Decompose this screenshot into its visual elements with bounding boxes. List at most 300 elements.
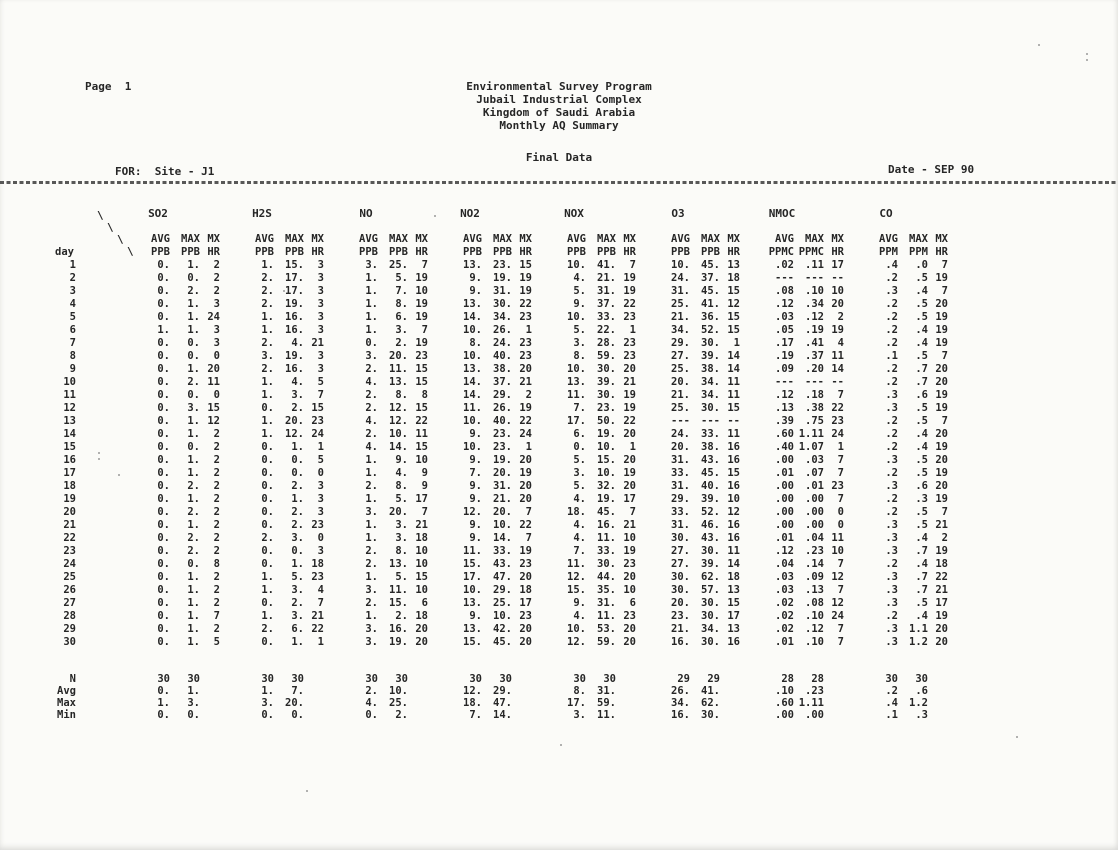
value-cell: 6. [395, 311, 408, 323]
value-cell: .04 [775, 558, 794, 570]
value-cell: 21. [597, 272, 616, 284]
unit-cell: PPB [493, 246, 512, 258]
value-cell: .5 [915, 597, 928, 609]
value-cell: 0. [157, 545, 170, 557]
value-cell: 1. [261, 610, 274, 622]
value-cell: .4 [915, 558, 928, 570]
value-cell: 1 [317, 441, 324, 453]
value-cell: 23 [519, 350, 532, 362]
value-cell: 21 [623, 376, 636, 388]
summary-value-cell: .60 [775, 697, 794, 709]
spacer-cell [78, 389, 118, 402]
value-cell: .2 [885, 272, 898, 284]
value-cell: 1 [525, 324, 532, 336]
value-cell: 5 [317, 454, 324, 466]
value-cell: 9. [469, 428, 482, 440]
value-cell: 3. [573, 467, 586, 479]
day-cell: 25 [63, 571, 76, 583]
value-cell: 23 [311, 571, 324, 583]
value-cell: 1. [261, 584, 274, 596]
value-cell: 5. [291, 571, 304, 583]
value-cell: .2 [885, 311, 898, 323]
value-cell: .00 [805, 506, 824, 518]
value-cell: 4. [573, 519, 586, 531]
unit-cell: HR [935, 246, 948, 258]
value-cell: 7 [837, 623, 844, 635]
summary-value-cell: 0. [365, 709, 378, 721]
summary-value-cell: .6 [915, 685, 928, 697]
value-cell: 18 [727, 272, 740, 284]
value-cell: 15 [207, 402, 220, 414]
value-cell: 23 [623, 350, 636, 362]
table-row [52, 467, 950, 480]
value-cell: 30. [701, 636, 720, 648]
value-cell: 20 [935, 636, 948, 648]
value-cell: 20 [935, 623, 948, 635]
value-cell: .3 [885, 597, 898, 609]
value-cell: 2. [365, 389, 378, 401]
value-cell: .01 [775, 636, 794, 648]
value-cell: 24. [671, 272, 690, 284]
day-cell: 10 [63, 376, 76, 388]
value-cell: 37. [493, 376, 512, 388]
value-cell: 1. [187, 311, 200, 323]
value-cell: 45. [493, 636, 512, 648]
value-cell: 13. [389, 558, 408, 570]
summary-value-cell: 30. [701, 709, 720, 721]
value-cell: 4. [573, 610, 586, 622]
value-cell: 23 [831, 480, 844, 492]
value-cell: 2. [261, 623, 274, 635]
value-cell: 12 [831, 571, 844, 583]
value-cell: 30. [701, 402, 720, 414]
value-cell: .23 [805, 545, 824, 557]
value-cell: 29. [493, 584, 512, 596]
value-cell: 1 [317, 636, 324, 648]
value-cell: 31. [597, 597, 616, 609]
value-cell: 10 [415, 584, 428, 596]
value-cell: 23 [519, 610, 532, 622]
value-cell: 13. [463, 298, 482, 310]
spacer-cell [78, 545, 118, 558]
summary-value-cell [514, 673, 534, 685]
value-cell: 10 [415, 454, 428, 466]
value-cell: .2 [885, 298, 898, 310]
value-cell: .3 [885, 545, 898, 557]
value-cell: 17 [831, 259, 844, 271]
value-cell: 8. [395, 389, 408, 401]
summary-row [52, 673, 950, 685]
value-cell: 20. [671, 597, 690, 609]
value-cell: 14 [727, 558, 740, 570]
spacer-cell [78, 467, 118, 480]
value-cell: 5. [395, 493, 408, 505]
spacer-cell [78, 709, 118, 721]
value-cell: 0. [291, 545, 304, 557]
value-cell: 11. [597, 532, 616, 544]
column-group-header-o3: O3 [671, 207, 685, 220]
value-cell: 15 [727, 597, 740, 609]
value-cell: 0. [157, 519, 170, 531]
value-cell: 2 [213, 506, 220, 518]
value-cell: .01 [805, 480, 824, 492]
table-row [52, 610, 950, 623]
value-cell: 1. [365, 311, 378, 323]
value-cell: 0. [157, 337, 170, 349]
value-cell: 1. [291, 493, 304, 505]
value-cell: 4. [573, 272, 586, 284]
value-cell: 40. [493, 415, 512, 427]
value-cell: 0. [365, 337, 378, 349]
value-cell: .08 [775, 285, 794, 297]
summary-value-cell: 3. [573, 709, 586, 721]
value-cell: 2 [213, 480, 220, 492]
value-cell: 32. [597, 480, 616, 492]
value-cell: 30. [597, 363, 616, 375]
value-cell: 0. [157, 363, 170, 375]
subheader-cell: MAX [805, 233, 824, 245]
value-cell: 3 [317, 272, 324, 284]
column-group-header-no: NO [359, 207, 373, 220]
column-group-header-no2: NO2 [460, 207, 480, 220]
value-cell: .7 [915, 363, 928, 375]
value-cell: 2 [213, 597, 220, 609]
value-cell: 31. [671, 285, 690, 297]
value-cell: --- [701, 415, 720, 427]
value-cell: 1. [187, 428, 200, 440]
value-cell: 23. [493, 441, 512, 453]
value-cell: 2. [261, 298, 274, 310]
value-cell: 15. [597, 454, 616, 466]
value-cell: 0. [291, 467, 304, 479]
spacer-cell [78, 636, 118, 649]
value-cell: 7 [629, 259, 636, 271]
value-cell: 1. [261, 259, 274, 271]
value-cell: 33. [671, 467, 690, 479]
summary-value-cell [514, 697, 534, 709]
value-cell: 7 [213, 610, 220, 622]
value-cell: 2. [291, 480, 304, 492]
value-cell: 2 [213, 285, 220, 297]
value-cell: 24 [519, 428, 532, 440]
spacer-cell [78, 584, 118, 597]
value-cell: 38. [493, 363, 512, 375]
value-cell: 10. [463, 441, 482, 453]
value-cell: 22 [519, 415, 532, 427]
value-cell: 0. [157, 415, 170, 427]
summary-value-cell: 4. [365, 697, 378, 709]
spacer-cell [78, 285, 118, 298]
value-cell: 19 [831, 324, 844, 336]
value-cell: 17. [285, 285, 304, 297]
value-cell: 15 [727, 467, 740, 479]
summary-value-cell: .2 [885, 685, 898, 697]
value-cell: 18 [311, 558, 324, 570]
unit-cell: PPM [909, 246, 928, 258]
unit-cell: PPB [567, 246, 586, 258]
value-cell: 20 [519, 480, 532, 492]
scan-speck [283, 290, 285, 292]
summary-value-cell [410, 685, 430, 697]
value-cell: 15 [415, 441, 428, 453]
summary-value-cell [202, 685, 222, 697]
value-cell: 10. [597, 467, 616, 479]
value-cell: 1. [187, 454, 200, 466]
value-cell: 0. [157, 311, 170, 323]
value-cell: 3. [187, 402, 200, 414]
value-cell: .3 [885, 532, 898, 544]
value-cell: 24. [671, 428, 690, 440]
summary-value-cell: 17. [567, 697, 586, 709]
value-cell: .3 [885, 285, 898, 297]
value-cell: .3 [885, 519, 898, 531]
value-cell: 2. [187, 506, 200, 518]
value-cell: 23 [623, 311, 636, 323]
value-cell: 23. [493, 428, 512, 440]
value-cell: 3 [213, 324, 220, 336]
value-cell: 20 [935, 480, 948, 492]
value-cell: 0. [261, 558, 274, 570]
value-cell: 59. [597, 350, 616, 362]
value-cell: 3. [395, 324, 408, 336]
summary-value-cell: .1 [885, 709, 898, 721]
value-cell: 20 [935, 454, 948, 466]
value-cell: 0. [261, 597, 274, 609]
table-row [52, 298, 950, 311]
summary-value-cell [514, 709, 534, 721]
value-cell: .5 [915, 506, 928, 518]
value-cell: 9. [469, 480, 482, 492]
table-row [52, 285, 950, 298]
summary-value-cell: 12. [463, 685, 482, 697]
value-cell: 46. [701, 519, 720, 531]
value-cell: 39. [701, 493, 720, 505]
value-cell: 2. [187, 532, 200, 544]
subheader-cell: MX [207, 233, 220, 245]
unit-cell: PPB [181, 246, 200, 258]
value-cell: 2 [213, 454, 220, 466]
value-cell: 38. [701, 441, 720, 453]
value-cell: .08 [805, 597, 824, 609]
value-cell: 1. [365, 324, 378, 336]
unit-cell: PPMC [768, 246, 794, 258]
unit-cell: HR [519, 246, 532, 258]
subheader-cell: MX [519, 233, 532, 245]
diagonal-divider-mark: \ [107, 221, 114, 234]
value-cell: 43. [701, 454, 720, 466]
scan-speck [306, 790, 308, 792]
value-cell: 7. [573, 402, 586, 414]
value-cell: 16 [727, 532, 740, 544]
value-cell: 3. [291, 610, 304, 622]
day-cell: 21 [63, 519, 76, 531]
value-cell: 22 [831, 402, 844, 414]
value-cell: .13 [775, 402, 794, 414]
value-cell: 1.11 [798, 428, 824, 440]
value-cell: .2 [885, 363, 898, 375]
value-cell: 1. [187, 493, 200, 505]
summary-row [52, 685, 950, 697]
value-cell: .10 [805, 285, 824, 297]
table-row [52, 324, 950, 337]
summary-value-cell [514, 685, 534, 697]
value-cell: 19 [623, 545, 636, 557]
value-cell: 4. [291, 376, 304, 388]
unit-cell: PPB [389, 246, 408, 258]
value-cell: 0 [317, 532, 324, 544]
value-cell: 1. [365, 298, 378, 310]
value-cell: 19. [285, 350, 304, 362]
value-cell: 19. [597, 428, 616, 440]
value-cell: 2 [213, 571, 220, 583]
value-cell: 30. [671, 584, 690, 596]
value-cell: 11 [831, 532, 844, 544]
value-cell: .14 [805, 558, 824, 570]
summary-value-cell: 30 [915, 673, 928, 685]
summary-value-cell: 30 [187, 673, 200, 685]
value-cell: 13. [463, 259, 482, 271]
value-cell: 2. [365, 545, 378, 557]
value-cell: 0. [261, 441, 274, 453]
value-cell: .5 [915, 519, 928, 531]
value-cell: 12. [567, 636, 586, 648]
table-row [52, 376, 950, 389]
value-cell: 15. [567, 584, 586, 596]
value-cell: 24 [831, 428, 844, 440]
value-cell: .03 [775, 584, 794, 596]
value-cell: .03 [775, 311, 794, 323]
value-cell: 1. [187, 467, 200, 479]
value-cell: .00 [775, 519, 794, 531]
value-cell: 15 [415, 363, 428, 375]
value-cell: 30. [701, 545, 720, 557]
spacer-cell [78, 697, 118, 709]
value-cell: 19 [935, 324, 948, 336]
subheader-cell: AVG [775, 233, 794, 245]
spacer-cell [78, 558, 118, 571]
summary-value-cell [826, 697, 846, 709]
value-cell: 10. [493, 610, 512, 622]
day-cell: 17 [63, 467, 76, 479]
value-cell: 0. [157, 623, 170, 635]
value-cell: .4 [885, 259, 898, 271]
value-cell: 27. [671, 350, 690, 362]
value-cell: .2 [885, 428, 898, 440]
value-cell: 1. [261, 311, 274, 323]
value-cell: 14 [831, 363, 844, 375]
value-cell: 19 [623, 389, 636, 401]
summary-value-cell: 26. [671, 685, 690, 697]
value-cell: 20 [519, 623, 532, 635]
value-cell: 2. [365, 558, 378, 570]
value-cell: 0. [157, 558, 170, 570]
column-group-header-co: CO [879, 207, 893, 220]
value-cell: 16. [597, 519, 616, 531]
spacer-cell [78, 673, 118, 685]
summary-value-cell: 3. [187, 697, 200, 709]
summary-value-cell: 30 [157, 673, 170, 685]
value-cell: .40 [775, 441, 794, 453]
value-cell: 12. [285, 428, 304, 440]
value-cell: .2 [885, 415, 898, 427]
day-cell: 16 [63, 454, 76, 466]
summary-value-cell: 31. [597, 685, 616, 697]
value-cell: 20 [519, 571, 532, 583]
value-cell: .12 [805, 311, 824, 323]
summary-value-cell: .00 [775, 709, 794, 721]
site-label: FOR: Site - J1 [115, 165, 215, 178]
value-cell: 20 [935, 298, 948, 310]
value-cell: .12 [775, 545, 794, 557]
table-row [52, 493, 950, 506]
value-cell: .5 [915, 350, 928, 362]
value-cell: 7 [317, 597, 324, 609]
spacer-cell [78, 376, 118, 389]
table-row [52, 623, 950, 636]
value-cell: 10. [567, 259, 586, 271]
summary-value-cell: 59. [597, 697, 616, 709]
scan-speck [1086, 53, 1088, 55]
value-cell: 29. [671, 337, 690, 349]
value-cell: 19 [519, 545, 532, 557]
value-cell: 7 [317, 389, 324, 401]
summary-value-cell: 16. [671, 709, 690, 721]
scan-speck [1038, 44, 1040, 46]
spacer-cell [78, 259, 118, 272]
summary-value-cell: 0. [291, 709, 304, 721]
value-cell: 17. [285, 272, 304, 284]
report-title-line-1: Environmental Survey Program [466, 80, 652, 93]
value-cell: .5 [915, 311, 928, 323]
value-cell: .4 [915, 441, 928, 453]
value-cell: 23 [415, 350, 428, 362]
value-cell: 15. [285, 259, 304, 271]
column-group-header-nox: NOX [564, 207, 584, 220]
value-cell: 0. [261, 519, 274, 531]
value-cell: .02 [775, 259, 794, 271]
value-cell: 13 [727, 623, 740, 635]
value-cell: .3 [885, 623, 898, 635]
value-cell: .7 [915, 545, 928, 557]
subheader-cell: AVG [671, 233, 690, 245]
spacer-cell [78, 363, 118, 376]
value-cell: 1. [365, 272, 378, 284]
value-cell: .04 [805, 532, 824, 544]
value-cell: 0. [157, 259, 170, 271]
report-title-line-3: Kingdom of Saudi Arabia [482, 106, 636, 119]
value-cell: 28. [597, 337, 616, 349]
summary-value-cell: 14. [493, 709, 512, 721]
day-cell: 28 [63, 610, 76, 622]
value-cell: 20 [519, 493, 532, 505]
value-cell: --- [805, 272, 824, 284]
value-cell: .5 [915, 454, 928, 466]
summary-value-cell [722, 685, 742, 697]
value-cell: 18 [415, 532, 428, 544]
unit-cell: PPMC [798, 246, 824, 258]
value-cell: .4 [915, 428, 928, 440]
value-cell: 3 [317, 298, 324, 310]
value-cell: 17 [415, 493, 428, 505]
value-cell: 0. [187, 558, 200, 570]
value-cell: 3 [213, 337, 220, 349]
value-cell: 3. [291, 389, 304, 401]
value-cell: 19 [415, 272, 428, 284]
value-cell: 1. [187, 597, 200, 609]
summary-value-cell [722, 709, 742, 721]
value-cell: 40. [701, 480, 720, 492]
value-cell: 19. [597, 493, 616, 505]
